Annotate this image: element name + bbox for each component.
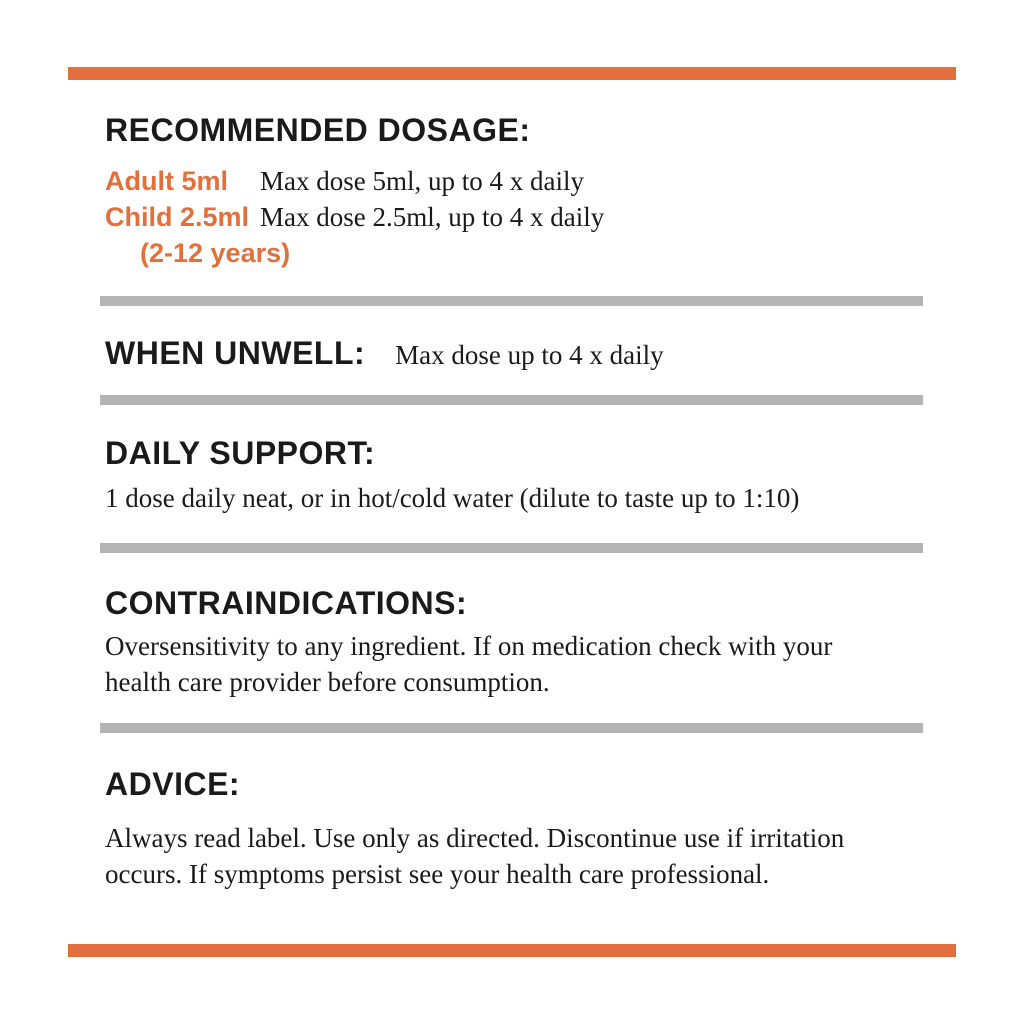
dosage-row-child bbox=[105, 202, 604, 238]
dosage-row-adult bbox=[105, 166, 604, 202]
contraindications-line-1: Oversensitivity to any ingredient. If on medication check with your bbox=[105, 631, 833, 661]
section-divider bbox=[100, 395, 923, 405]
child-age-note: (2-12 years) bbox=[140, 238, 291, 268]
when-unwell-heading: WHEN UNWELL: bbox=[105, 335, 366, 371]
section-divider bbox=[100, 543, 923, 553]
contraindications-body bbox=[105, 628, 832, 700]
advice-heading: ADVICE: bbox=[105, 766, 241, 802]
child-dose-detail: Max dose 2.5ml, up to 4 x daily bbox=[260, 202, 605, 232]
top-accent-bar bbox=[68, 67, 956, 80]
daily-support-line: 1 dose daily neat, or in hot/cold water (dilute to taste up to 1:10) bbox=[105, 483, 800, 513]
child-dose-label: Child 2.5ml bbox=[105, 202, 250, 232]
when-unwell-detail: Max dose up to 4 x daily bbox=[395, 340, 664, 370]
section-divider bbox=[100, 296, 923, 306]
contraindications-line-2: health care provider before consumption. bbox=[105, 667, 550, 697]
daily-support-heading: DAILY SUPPORT: bbox=[105, 435, 376, 471]
adult-dose-detail: Max dose 5ml, up to 4 x daily bbox=[260, 166, 584, 196]
advice-line-2: occurs. If symptoms persist see your health care professional. bbox=[105, 859, 770, 889]
when-unwell-section bbox=[105, 335, 664, 372]
contraindications-heading: CONTRAINDICATIONS: bbox=[105, 585, 468, 621]
advice-body bbox=[105, 820, 844, 892]
recommended-dosage-heading: RECOMMENDED DOSAGE: bbox=[105, 112, 531, 148]
adult-dose-label: Adult 5ml bbox=[105, 166, 229, 196]
section-divider bbox=[100, 723, 923, 733]
bottom-accent-bar bbox=[68, 944, 956, 957]
daily-support-body bbox=[105, 480, 799, 516]
dosage-table bbox=[105, 166, 604, 274]
advice-line-1: Always read label. Use only as directed. Discontinue use if irritation bbox=[105, 823, 845, 853]
